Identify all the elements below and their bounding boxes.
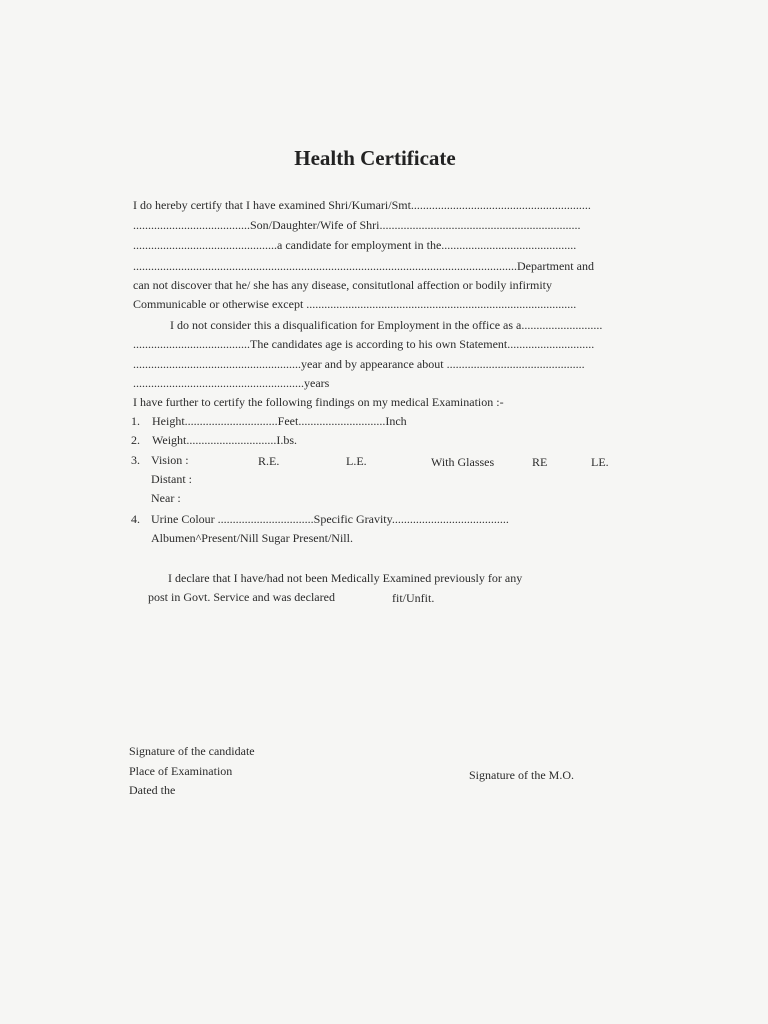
body-line: ................................................a candidate for employment in the............................................. [133, 238, 577, 252]
body-line: can not discover that he/ she has any disease, consitutlonal affection or bodily infirmity [133, 278, 553, 292]
page-title: Health Certificate [294, 146, 456, 170]
fit-unfit: fit/Unfit. [392, 591, 435, 605]
body-line: I do hereby certify that I have examined Shri/Kumari/Smt............................................................ [133, 198, 591, 212]
place-of-examination-label: Place of Examination [129, 764, 233, 778]
albumen-sugar-line: Albumen^Present/Nill Sugar Present/Nill. [151, 531, 353, 545]
vision-distant: Distant : [151, 472, 192, 486]
vision-near: Near : [151, 491, 181, 505]
body-line: I have further to certify the following findings on my medical Examination :- [133, 395, 504, 409]
vision-re-glasses: RE [532, 455, 548, 469]
declaration-line: I declare that I have/had not been Medically Examined previously for any [168, 571, 523, 585]
body-line: ................................................................................................................................Department and [133, 259, 594, 273]
item-number: 2. [131, 433, 140, 447]
body-line: .......................................The candidates age is according to his own Statement............................. [133, 337, 595, 351]
item-number: 1. [131, 414, 140, 428]
dated-label: Dated the [129, 783, 176, 797]
body-line: ........................................................year and by appearance about .............................................. [133, 357, 585, 371]
signature-candidate-label: Signature of the candidate [129, 744, 255, 758]
urine-line: Urine Colour ................................Specific Gravity....................................... [151, 512, 509, 526]
vision-le: L.E. [346, 454, 367, 468]
signature-mo-label: Signature of the M.O. [469, 768, 574, 782]
vision-label: Vision : [151, 453, 189, 467]
body-line: I do not consider this a disqualification for Employment in the office as a........................... [170, 318, 603, 332]
weight-line: Weight..............................I.bs. [152, 433, 298, 447]
height-line: Height...............................Feet.............................Inch [152, 414, 407, 428]
body-line: .......................................Son/Daughter/Wife of Shri................................................................... [133, 218, 581, 232]
item-number: 4. [131, 512, 140, 526]
declaration-line: post in Govt. Service and was declared [148, 590, 335, 604]
vision-le-glasses: LE. [591, 455, 609, 469]
body-line: Communicable or otherwise except .......................................................................................... [133, 297, 577, 311]
vision-re: R.E. [258, 454, 280, 468]
vision-with-glasses: With Glasses [431, 455, 495, 469]
body-line: .........................................................years [133, 376, 330, 390]
item-number: 3. [131, 453, 140, 467]
